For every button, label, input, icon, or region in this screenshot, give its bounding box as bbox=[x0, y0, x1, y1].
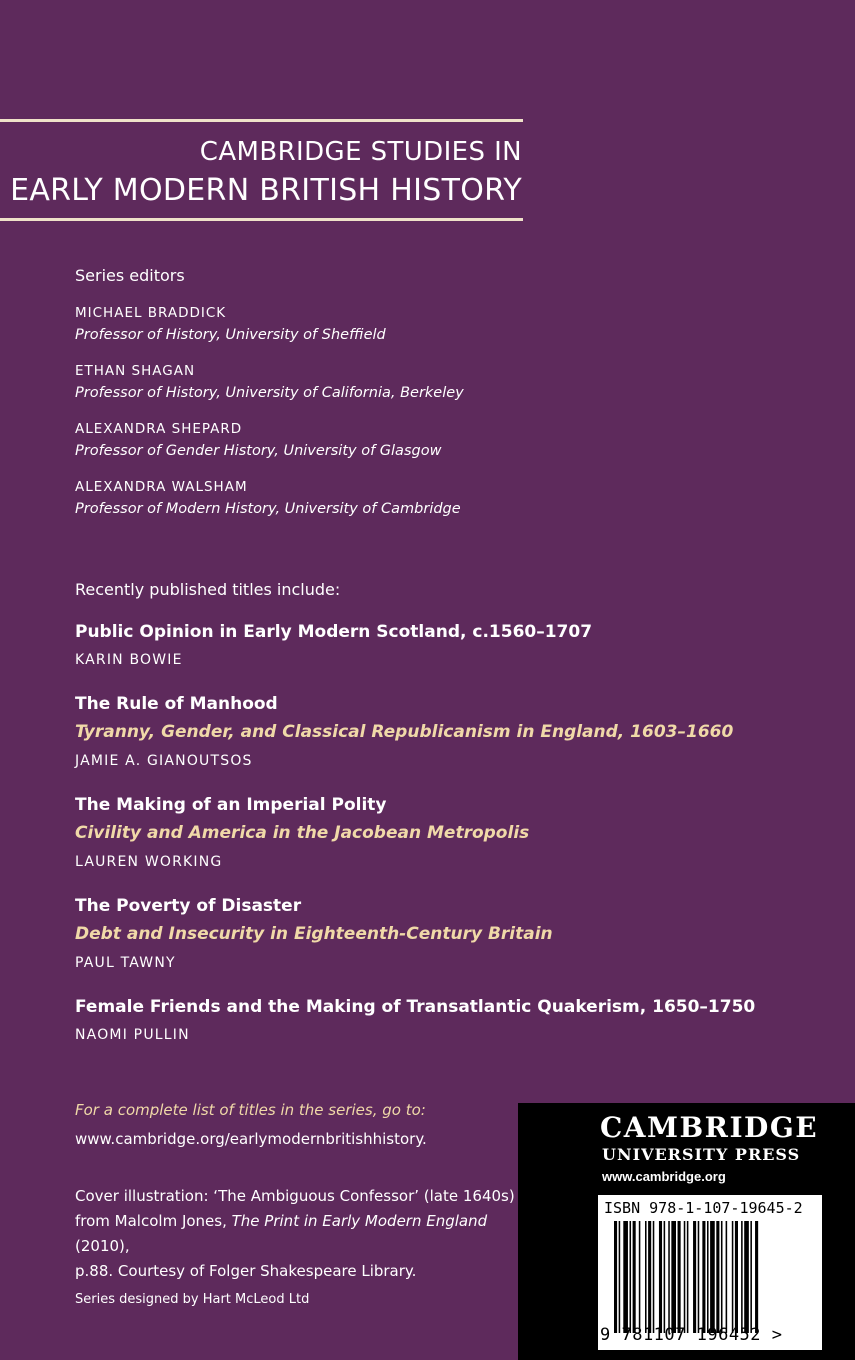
recent-titles-heading: Recently published titles include: bbox=[75, 580, 341, 599]
book-entry bbox=[75, 618, 775, 674]
editor-entry bbox=[75, 418, 775, 462]
book-title: The Poverty of Disaster bbox=[75, 896, 302, 916]
series-list-note: For a complete list of titles in the series, go to: bbox=[75, 1101, 426, 1119]
cover-credit-book-title: The Print in Early Modern England bbox=[231, 1212, 488, 1230]
editor-role: Professor of Gender History, University of Glasgow bbox=[75, 443, 442, 459]
publisher-logo-name: CAMBRIDGE bbox=[600, 1111, 819, 1144]
book-entry bbox=[75, 791, 775, 876]
book-title: The Making of an Imperial Polity bbox=[75, 795, 387, 815]
book-entry bbox=[75, 690, 775, 775]
bottom-rule bbox=[0, 218, 523, 221]
book-title: The Rule of Manhood bbox=[75, 694, 278, 714]
series-list-url: www.cambridge.org/earlymodernbritishhistory. bbox=[75, 1130, 427, 1148]
editor-name: ALEXANDRA WALSHAM bbox=[75, 479, 248, 495]
editors-heading: Series editors bbox=[75, 266, 185, 285]
book-subtitle: Debt and Insecurity in Eighteenth-Century Britain bbox=[75, 924, 553, 944]
book-subtitle: Civility and America in the Jacobean Metropolis bbox=[75, 823, 530, 843]
cover-credit-prefix: from Malcolm Jones, bbox=[75, 1212, 232, 1230]
cover-credit-line3: p.88. Courtesy of Folger Shakespeare Library. bbox=[75, 1262, 417, 1280]
book-title: Female Friends and the Making of Transatlantic Quakerism, 1650–1750 bbox=[75, 997, 756, 1017]
editor-entry bbox=[75, 476, 775, 520]
editor-entry bbox=[75, 302, 775, 346]
editor-name: MICHAEL BRADDICK bbox=[75, 305, 227, 321]
editor-role: Professor of Modern History, University of Cambridge bbox=[75, 501, 461, 517]
publisher-logo-sub: UNIVERSITY PRESS bbox=[602, 1145, 801, 1164]
book-author: LAUREN WORKING bbox=[75, 854, 223, 870]
isbn-label: ISBN 978-1-107-19645-2 bbox=[604, 1199, 803, 1217]
editor-name: ALEXANDRA SHEPARD bbox=[75, 421, 243, 437]
editor-entry bbox=[75, 360, 775, 404]
book-author: NAOMI PULLIN bbox=[75, 1027, 190, 1043]
editor-role: Professor of History, University of California, Berkeley bbox=[75, 385, 464, 401]
book-entry bbox=[75, 993, 775, 1049]
designer-credit: Series designed by Hart McLeod Ltd bbox=[75, 1292, 310, 1307]
barcode-card bbox=[598, 1195, 822, 1350]
book-entry bbox=[75, 892, 775, 977]
book-title: Public Opinion in Early Modern Scotland, c.1560–1707 bbox=[75, 622, 593, 642]
barcode-icon bbox=[612, 1221, 808, 1333]
book-author: JAMIE A. GIANOUTSOS bbox=[75, 753, 253, 769]
series-title-line1: CAMBRIDGE STUDIES IN bbox=[199, 137, 522, 167]
book-author: PAUL TAWNY bbox=[75, 955, 176, 971]
book-author: KARIN BOWIE bbox=[75, 652, 183, 668]
barcode-digits: 9 781107 196452 > bbox=[600, 1325, 783, 1345]
series-title-line2: EARLY MODERN BRITISH HISTORY bbox=[10, 173, 522, 208]
top-rule bbox=[0, 119, 523, 122]
cover-credit-line2 bbox=[75, 1209, 515, 1259]
editor-role: Professor of History, University of Sheffield bbox=[75, 327, 386, 343]
editor-name: ETHAN SHAGAN bbox=[75, 363, 196, 379]
publisher-block bbox=[518, 1103, 855, 1360]
cover-credit bbox=[75, 1184, 515, 1284]
cover-credit-line1: Cover illustration: ‘The Ambiguous Confessor’ (late 1640s) bbox=[75, 1187, 515, 1205]
cover-credit-suffix: (2010), bbox=[75, 1237, 130, 1255]
publisher-url: www.cambridge.org bbox=[602, 1169, 726, 1184]
book-subtitle: Tyranny, Gender, and Classical Republicanism in England, 1603–1660 bbox=[75, 722, 734, 742]
